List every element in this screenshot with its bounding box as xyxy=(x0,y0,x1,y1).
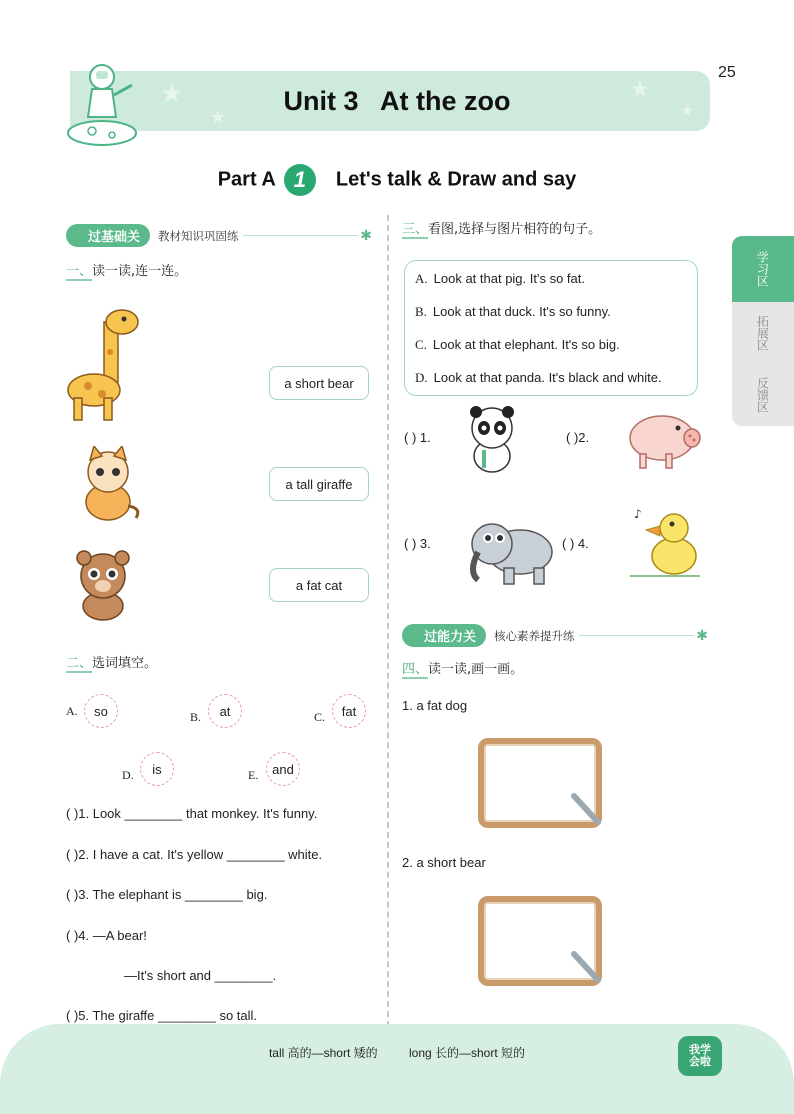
option-letter-e: E. xyxy=(248,768,259,782)
section-line xyxy=(579,635,695,636)
section-pill-basic: 过基础关 xyxy=(66,224,150,247)
answer-4[interactable]: ( ) 4. xyxy=(562,536,589,551)
exercise-4-number: 四、 xyxy=(402,662,429,677)
pencil-icon xyxy=(570,950,604,986)
draw-item-2: 2. a short bear xyxy=(402,855,486,870)
exercise-2-number: 二、 xyxy=(66,656,93,671)
sentence-option-c: C. Look at that elephant. It's so big. xyxy=(415,337,620,352)
cat-icon xyxy=(78,446,144,526)
exercise-4-title xyxy=(402,658,523,677)
exercise-1-number: 一、 xyxy=(66,264,93,279)
question-3[interactable]: ( )3. The elephant is ________ big. xyxy=(66,887,268,902)
exercise-1-text: 读一读,连一连。 xyxy=(92,264,188,279)
vocab-pair-2: long 长的—short 短的 xyxy=(408,1046,526,1060)
match-box-short-bear[interactable]: a short bear xyxy=(269,366,369,400)
tab-expand-area[interactable]: 拓展区 xyxy=(732,302,794,364)
star-icon: ✱ xyxy=(696,627,708,644)
answer-1[interactable]: ( ) 1. xyxy=(404,430,431,445)
section-subtitle-ability: 核心素养提升练 xyxy=(494,628,575,643)
part-title: Let's talk & Draw and say xyxy=(335,168,577,191)
question-1[interactable]: ( )1. Look ________ that monkey. It's funny. xyxy=(66,806,318,821)
vocab-pair-1: tall 高的—short 矮的 xyxy=(268,1046,378,1060)
section-header-basic xyxy=(66,224,372,247)
match-box-fat-cat[interactable]: a fat cat xyxy=(269,568,369,602)
match-box-tall-giraffe[interactable]: a tall giraffe xyxy=(269,467,369,501)
pencil-icon xyxy=(570,792,604,828)
option-letter-b: B. xyxy=(190,710,202,724)
draw-item-1: 1. a fat dog xyxy=(402,698,468,713)
giraffe-icon xyxy=(64,302,144,424)
pig-icon xyxy=(626,404,704,470)
question-4-answer[interactable]: —It's short and ________. xyxy=(124,968,277,983)
duck-icon xyxy=(630,504,702,580)
exercise-2-title xyxy=(66,652,157,671)
part-heading xyxy=(0,164,794,196)
star-icon: ✱ xyxy=(360,227,372,244)
learned-badge[interactable]: 我学 会啦 xyxy=(678,1036,722,1076)
title-banner: ★ ★ ★ ★ xyxy=(70,71,710,131)
sentence-option-a: A. Look at that pig. It's so fat. xyxy=(415,271,585,286)
question-5[interactable]: ( )5. The giraffe ________ so tall. xyxy=(66,1008,258,1023)
word-option-at[interactable]: at xyxy=(208,694,242,728)
exercise-2-text: 选词填空。 xyxy=(92,656,158,671)
answer-2[interactable]: ( )2. xyxy=(566,430,590,445)
word-option-so[interactable]: so xyxy=(84,694,118,728)
option-letter-d: D. xyxy=(122,768,134,782)
footer-band xyxy=(0,1024,794,1114)
word-option-and[interactable]: and xyxy=(266,752,300,786)
exercise-3-number: 三、 xyxy=(402,222,429,237)
word-option-fat[interactable]: fat xyxy=(332,694,366,728)
exercise-1-title xyxy=(66,260,187,279)
footer-vocab xyxy=(0,1044,794,1061)
question-2[interactable]: ( )2. I have a cat. It's yellow ________ white. xyxy=(66,847,323,862)
exercise-3-title xyxy=(402,218,601,237)
part-number-badge: 1 xyxy=(284,164,316,196)
section-subtitle-basic: 教材知识巩固练 xyxy=(158,228,239,243)
exercise-3-text: 看图,选择与图片相符的句子。 xyxy=(428,222,602,237)
section-pill-ability: 过能力关 xyxy=(402,624,486,647)
question-4[interactable]: ( )4. —A bear! xyxy=(66,928,147,943)
section-line xyxy=(243,235,359,236)
tab-study-area[interactable]: 学习区 xyxy=(732,236,794,302)
sentence-option-d: D. Look at that panda. It's black and white. xyxy=(415,370,662,385)
sentence-options-box xyxy=(404,260,698,396)
sentence-option-b: B. Look at that duck. It's so funny. xyxy=(415,304,611,319)
panda-icon xyxy=(468,404,516,474)
elephant-icon xyxy=(464,516,556,586)
tab-feedback-area[interactable]: 反馈区 xyxy=(732,364,794,426)
section-header-ability xyxy=(402,624,708,647)
column-divider xyxy=(387,215,389,1027)
svg-text:♪: ♪ xyxy=(634,507,642,521)
option-letter-a: A. xyxy=(66,704,78,718)
bear-icon xyxy=(72,548,134,622)
page-number: 25 xyxy=(718,64,736,81)
option-letter-c: C. xyxy=(314,710,326,724)
unit-title: Unit 3 At the zoo xyxy=(283,86,511,116)
exercise-4-text: 读一读,画一画。 xyxy=(428,662,524,677)
part-label: Part A xyxy=(217,168,276,191)
word-option-is[interactable]: is xyxy=(140,752,174,786)
answer-3[interactable]: ( ) 3. xyxy=(404,536,431,551)
